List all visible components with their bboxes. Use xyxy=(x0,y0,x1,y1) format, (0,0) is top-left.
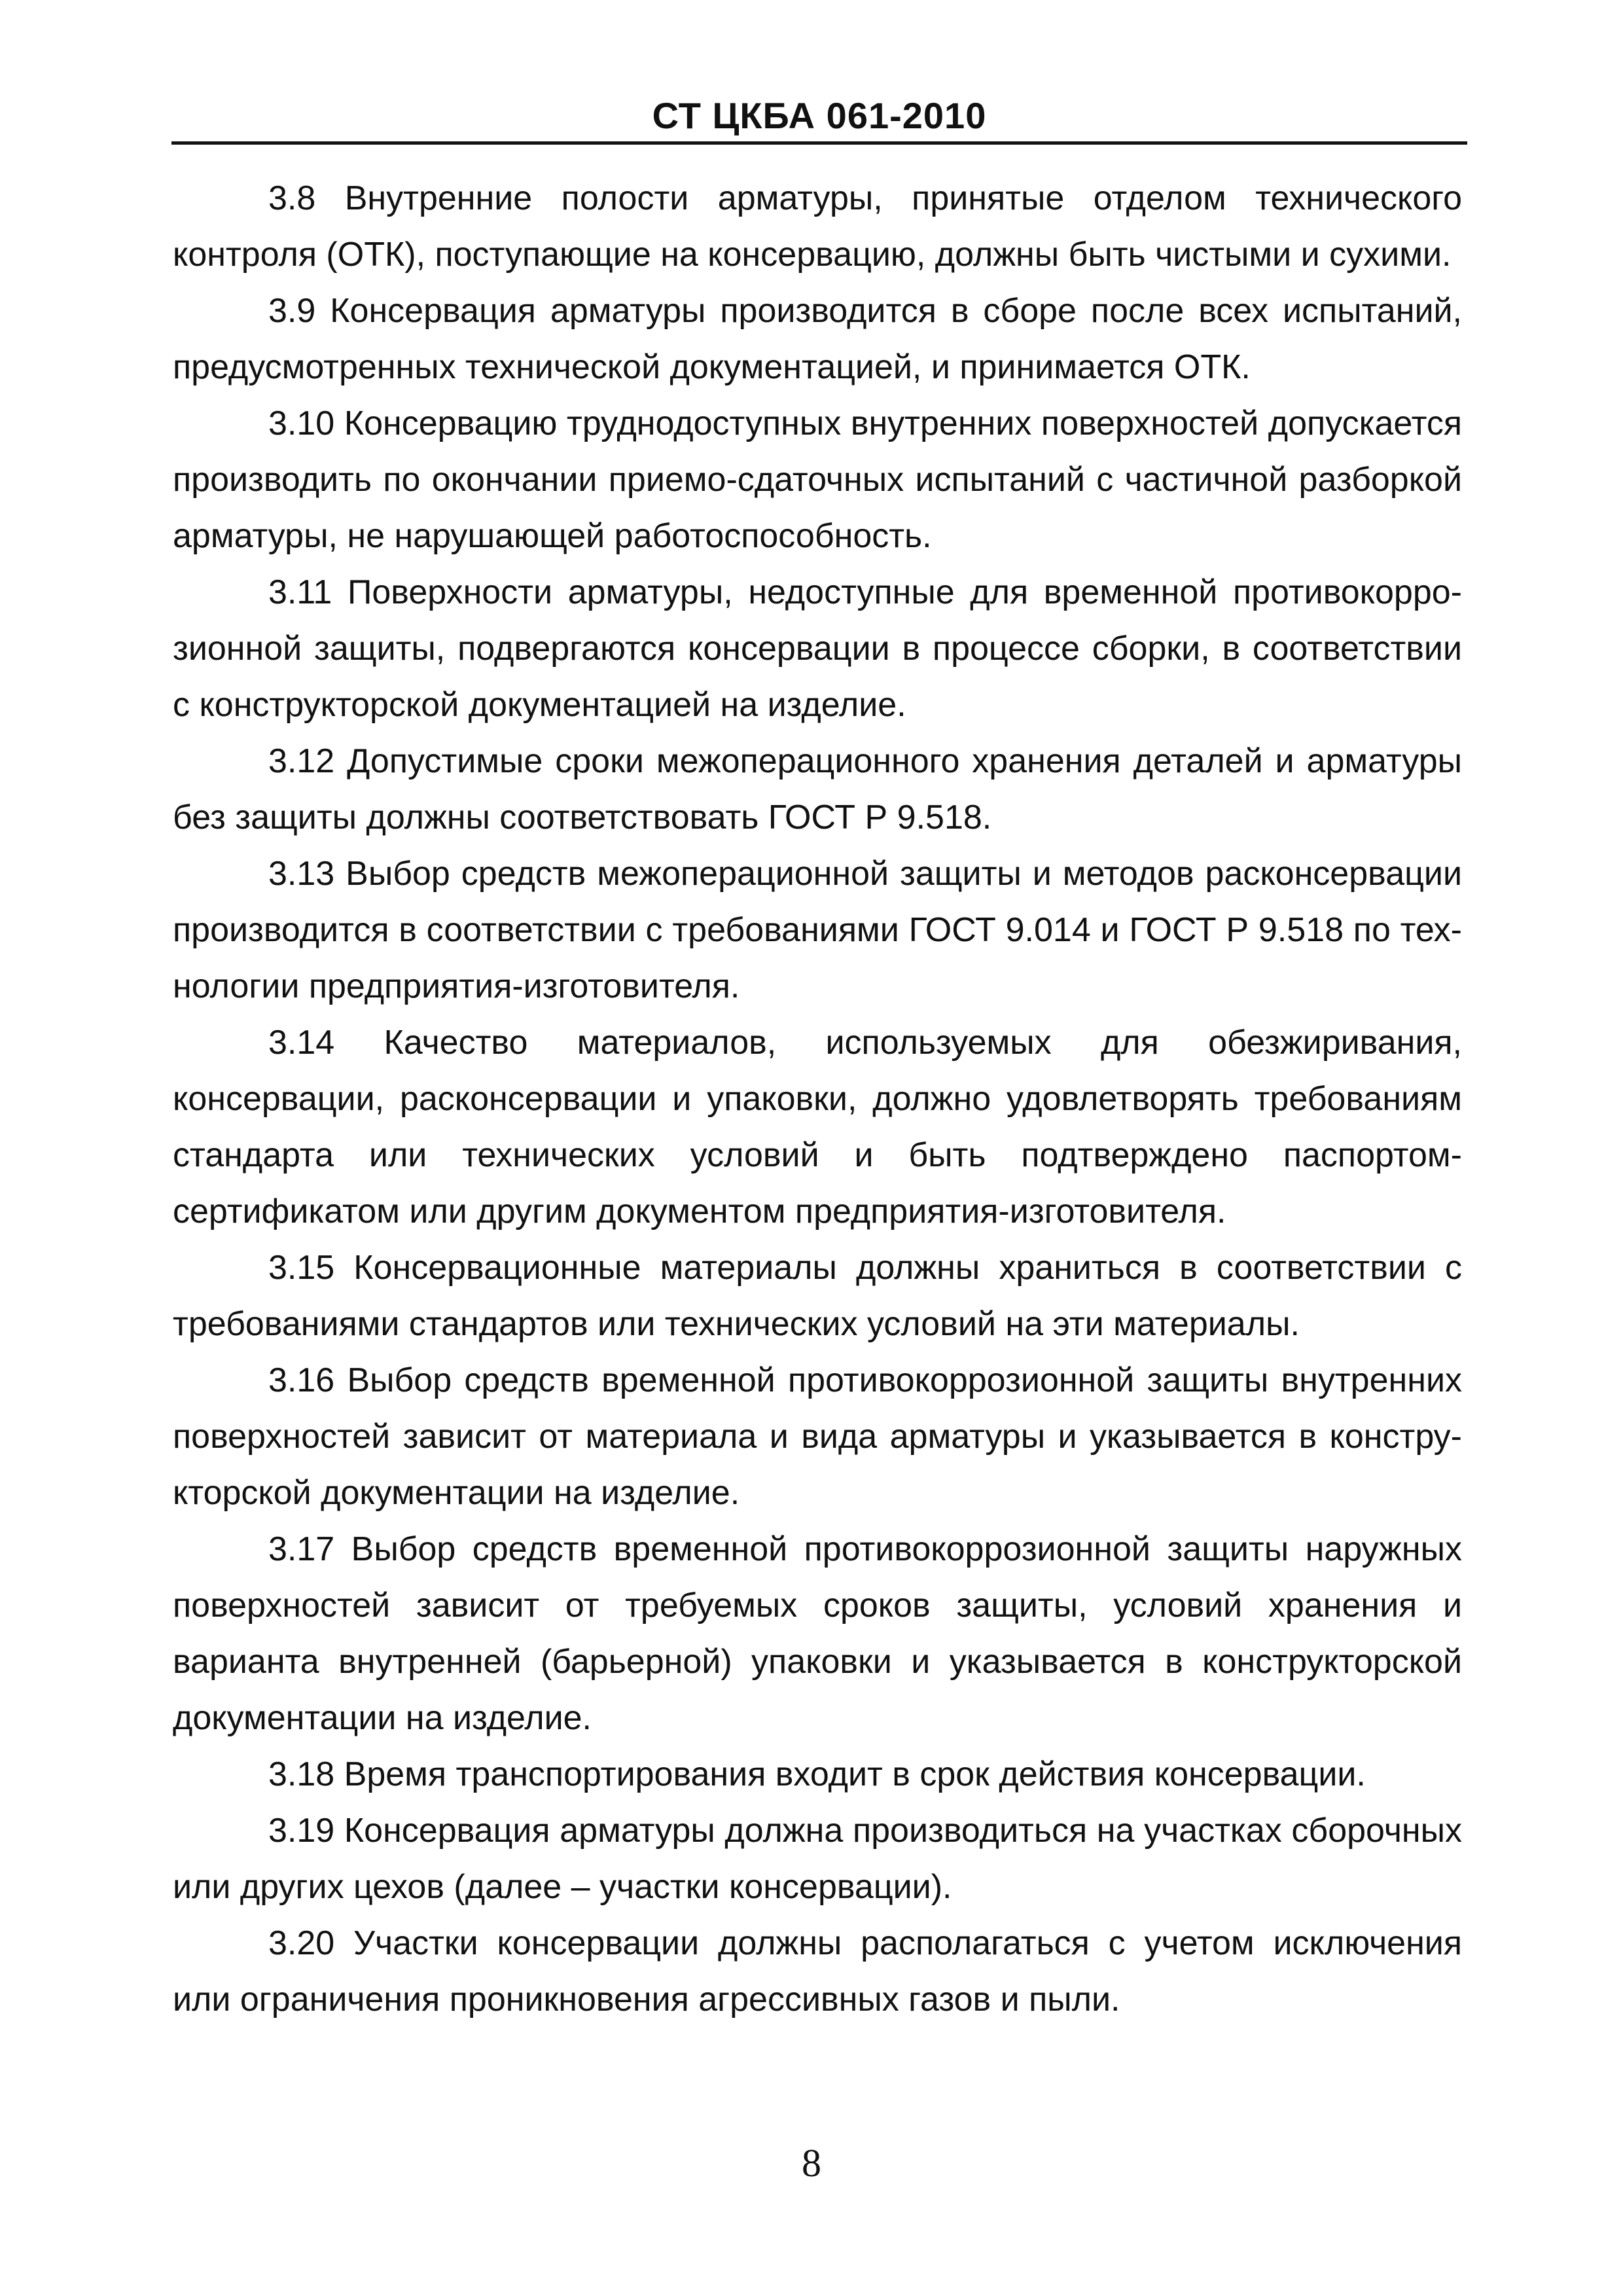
paragraph-3-14: 3.14 Качество материалов, используемых для обезжиривания, консервации, расконсервации и упаковки, должно удовлетворять требованиям стандарта или технических условий и быть подтверждено паспортом-сертификатом или другим документом предприятия-изготовителя. xyxy=(173,1024,1462,1230)
header-rule xyxy=(171,141,1467,145)
paragraph-3-15: 3.15 Консервационные материалы должны храниться в соответствии с требованиями стандартов или технических условий на эти материалы. xyxy=(173,1249,1462,1343)
paragraph-3-16: 3.16 Выбор средств временной противокоррозионной защиты внутренних поверхностей зависит от материала и вида арматуры и указывается в конструкторской документации на изделие. xyxy=(173,1361,1462,1512)
paragraph-3-20: 3.20 Участки консервации должны располагаться с учетом исключения или ограничения проникновения агрессивных газов и пыли. xyxy=(173,1924,1462,2018)
paragraph-3-10: 3.10 Консервацию труднодоступных внутренних поверхностей допускается производить по окончании приемо-сдаточных испытаний с частичной разборкой арматуры, не нарушающей работоспособность. xyxy=(173,404,1462,555)
paragraph-3-9: 3.9 Консервация арматуры производится в сборе после всех испытаний, предусмотренных технической документацией, и принимается ОТК. xyxy=(173,292,1462,386)
paragraph-3-8: 3.8 Внутренние полости арматуры, принятые отделом технического контроля (ОТК), поступающие на консервацию, должны быть чистыми и сухими. xyxy=(173,179,1462,274)
document-body xyxy=(173,170,1462,2028)
paragraph-3-17: 3.17 Выбор средств временной противокоррозионной защиты наружных поверхностей зависит от требуемых сроков защиты, условий хранения и варианта внутренней (барьерной) упаковки и указывается в конструкторской документации на изделие. xyxy=(173,1530,1462,1737)
paragraph-3-11: 3.11 Поверхности арматуры, недоступные для временной противокоррозионной защиты, подвергаются консервации в процессе сборки, в соответствии с конструкторской документацией на изделие. xyxy=(173,573,1462,724)
paragraph-3-18: 3.18 Время транспортирования входит в срок действия консервации. xyxy=(268,1755,1366,1793)
page-header xyxy=(171,93,1467,144)
paragraph-3-13: 3.13 Выбор средств межоперационной защиты и методов расконсервации производится в соответствии с требованиями ГОСТ 9.014 и ГОСТ Р 9.518 по технологии предприятия-изготовителя. xyxy=(173,855,1462,1005)
document-code: СТ ЦКБА 061-2010 xyxy=(652,95,987,136)
page-number: 8 xyxy=(802,2142,821,2185)
paragraph-3-19: 3.19 Консервация арматуры должна производиться на участках сборочных или других цехов (далее – участки консервации). xyxy=(173,1812,1462,1906)
paragraph-3-12: 3.12 Допустимые сроки межоперационного хранения деталей и арматуры без защиты должны соответствовать ГОСТ Р 9.518. xyxy=(173,742,1462,836)
